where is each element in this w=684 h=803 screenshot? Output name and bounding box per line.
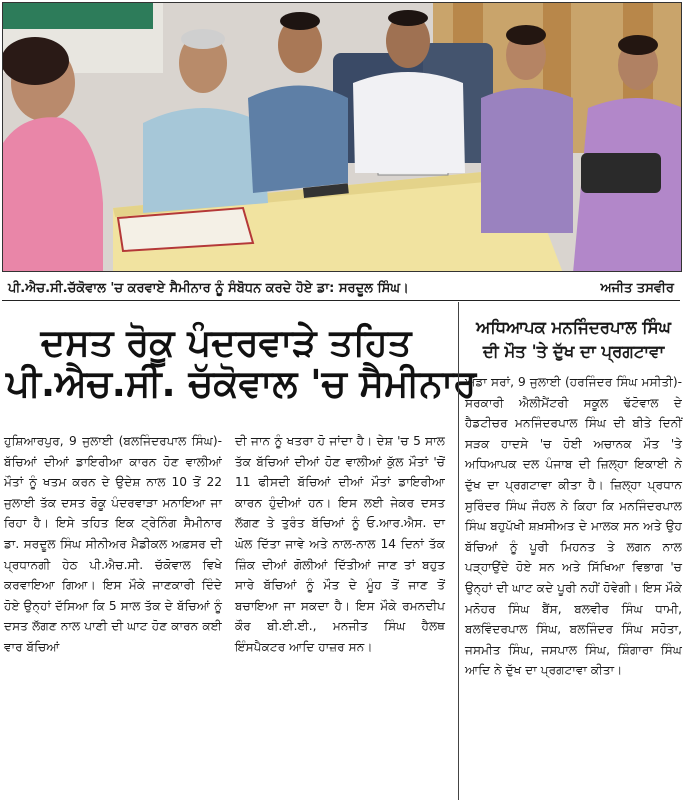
side-article-text: ਅੱਡਾ ਸਰਾਂ, 9 ਜੁਲਾਈ (ਹਰਜਿੰਦਰ ਸਿੰਘ ਮਸੀਤੀ)-ਸਰਕਾਰੀ ਐਲੀਮੈਂਟਰੀ ਸਕੂਲ ਢੱਟੋਵਾਲ ਦੇ ਹੈਡਟੀਚਰ ਮਨਜਿੰਦਰਪਾਲ ਸਿੰਘ ਦੀ ਬੀਤੇ ਦਿਨੀਂ ਸੜਕ ਹਾਦਸੇ 'ਚ ਹੋਈ ਅਚਾਨਕ ਮੌਤ 'ਤੇ ਅਧਿਆਪਕ ਦਲ ਪੰਜਾਬ ਦੀ ਜ਼ਿਲ੍ਹਾ ਇਕਾਈ ਨੇ ਦੁੱਖ ਦਾ ਪ੍ਰਗਟਾਵਾ ਕੀਤਾ ਹੈ। ਜ਼ਿਲ੍ਹਾ ਪ੍ਰਧਾਨ ਸੁਰਿੰਦਰ ਸਿੰਘ ਜੌਹਲ ਨੇ ਕਿਹਾ ਕਿ ਮਨਜਿੰਦਰਪਾਲ ਸਿੰਘ ਬਹੁਪੱਖੀ ਸ਼ਖ਼ਸੀਅਤ ਦੇ ਮਾਲਕ ਸਨ ਅਤੇ ਉਹ ਬੱਚਿਆਂ ਨੂੰ ਪੂਰੀ ਮਿਹਨਤ ਤੇ ਲਗਨ ਨਾਲ ਪੜ੍ਹਾਉਂਦੇ ਹੋਏ ਸਨ ਅਤੇ ਸਿੱਖਿਆ ਵਿਭਾਗ 'ਚ ਉਨ੍ਹਾਂ ਦੀ ਘਾਟ ਕਦੇ ਪੂਰੀ ਨਹੀਂ ਹੋਵੇਗੀ। ਇਸ ਮੌਕੇ ਮਨੋਹਰ ਸਿੰਘ ਬੈਂਸ, ਬਲਵੀਰ ਸਿੰਘ ਧਾਮੀ, ਬਲਵਿੰਦਰਪਾਲ ਸਿੰਘ, ਬਲਜਿੰਦਰ ਸਿੰਘ ਸਹੋਤਾ, ਜਸਮੀਤ ਸਿੰਘ, ਜਸਪਾਲ ਸਿੰਘ, ਸ਼ਿੰਗਾਰਾ ਸਿੰਘ ਆਦਿ ਨੇ ਦੁੱਖ ਦਾ ਪ੍ਰਗਟਾਵਾ ਕੀਤਾ। <box>465 375 682 678</box>
main-article-column-2 <box>235 431 445 658</box>
main-headline-line2: ਪੀ.ਐਚ.ਸੀ. ਚੱਕੋਵਾਲ 'ਚ ਸੈਮੀਨਾਰ <box>6 362 477 406</box>
news-photo <box>2 2 682 272</box>
main-headline-line1: ਦਸਤ ਰੋਕੂ ਪੰਦਰਵਾੜੇ ਤਹਿਤ <box>40 321 412 364</box>
main-article-column-1 <box>4 431 222 658</box>
seminar-photo-illustration <box>3 3 682 272</box>
photo-caption <box>2 278 680 301</box>
side-headline-line2: ਦੀ ਮੌਤ 'ਤੇ ਦੁੱਖ ਦਾ ਪ੍ਰਗਟਾਵਾ <box>482 342 665 361</box>
caption-text: ਪੀ.ਐਚ.ਸੀ.ਚੱਕੋਵਾਲ 'ਚ ਕਰਵਾਏ ਸੈਮੀਨਾਰ ਨੂੰ ਸੰਬੋਧਨ ਕਰਦੇ ਹੋਏ ਡਾ: ਸਰਦੂਲ ਸਿੰਘ। <box>8 281 409 296</box>
side-article <box>458 302 682 800</box>
main-article-text-2: ਦੀ ਜਾਨ ਨੂੰ ਖਤਰਾ ਹੋ ਜਾਂਦਾ ਹੈ। ਦੇਸ਼ 'ਚ 5 ਸਾਲ ਤੱਕ ਬੱਚਿਆਂ ਦੀਆਂ ਹੋਣ ਵਾਲੀਆਂ ਕੁੱਲ ਮੌਤਾਂ 'ਚੋਂ 11 ਫੀਸਦੀ ਬੱਚਿਆਂ ਦੀਆਂ ਮੌਤਾਂ ਡਾਇਰੀਆ ਕਾਰਨ ਹੁੰਦੀਆਂ ਹਨ। ਇਸ ਲਈ ਜੇਕਰ ਦਸਤ ਲੱਗਣ ਤੇ ਤੁਰੰਤ ਬੱਚਿਆਂ ਨੂੰ ਓ.ਆਰ.ਐਸ. ਦਾ ਘੋਲ ਦਿੱਤਾ ਜਾਵੇ ਅਤੇ ਨਾਲ-ਨਾਲ 14 ਦਿਨਾਂ ਤੱਕ ਜ਼ਿੰਕ ਦੀਆਂ ਗੋਲੀਆਂ ਦਿੱਤੀਆਂ ਜਾਣ ਤਾਂ ਬਹੁਤ ਸਾਰੇ ਬੱਚਿਆਂ ਨੂੰ ਮੌਤ ਦੇ ਮੂੰਹ ਤੋਂ ਜਾਣ ਤੋਂ ਬਚਾਇਆ ਜਾ ਸਕਦਾ ਹੈ। ਇਸ ਮੌਕੇ ਰਮਨਦੀਪ ਕੌਰ ਬੀ.ਈ.ਈ., ਮਨਜੀਤ ਸਿੰਘ ਹੈਲਥ ਇੰਸਪੈਕਟਰ ਆਦਿ ਹਾਜ਼ਰ ਸਨ। <box>235 434 445 654</box>
side-headline-line1: ਅਧਿਆਪਕ ਮਨਜਿੰਦਰਪਾਲ ਸਿੰਘ <box>476 318 671 337</box>
photo-credit: ਅਜੀਤ ਤਸਵੀਰ <box>600 281 674 296</box>
main-article-text-1: ਹੁਸ਼ਿਆਰਪੁਰ, 9 ਜੁਲਾਈ (ਬਲਜਿੰਦਰਪਾਲ ਸਿੰਘ)-ਬੱਚਿਆਂ ਦੀਆਂ ਡਾਇਰੀਆ ਕਾਰਨ ਹੋਣ ਵਾਲੀਆਂ ਮੌਤਾਂ ਨੂੰ ਖਤਮ ਕਰਨ ਦੇ ਉਦੇਸ਼ ਨਾਲ 10 ਤੋਂ 22 ਜੁਲਾਈ ਤੱਕ ਦਸਤ ਰੋਕੂ ਪੰਦਰਵਾੜਾ ਮਨਾਇਆ ਜਾ ਰਿਹਾ ਹੈ। ਇਸੇ ਤਹਿਤ ਇਕ ਟ੍ਰੇਨਿੰਗ ਸੈਮੀਨਾਰ ਡਾ. ਸਰਦੂਲ ਸਿੰਘ ਸੀਨੀਅਰ ਮੈਡੀਕਲ ਅਫ਼ਸਰ ਦੀ ਪ੍ਰਧਾਨਗੀ ਹੇਠ ਪੀ.ਐਚ.ਸੀ. ਚੱਕੋਵਾਲ ਵਿਖੇ ਕਰਵਾਇਆ ਗਿਆ। ਇਸ ਮੌਕੇ ਜਾਣਕਾਰੀ ਦਿੰਦੇ ਹੋਏ ਉਨ੍ਹਾਂ ਦੱਸਿਆ ਕਿ 5 ਸਾਲ ਤੱਕ ਦੇ ਬੱਚਿਆਂ ਨੂੰ ਦਸਤ ਲੱਗਣ ਨਾਲ ਪਾਣੀ ਦੀ ਘਾਟ ਹੋਣ ਕਾਰਨ ਕਈ ਵਾਰ ਬੱਚਿਆਂ <box>4 434 222 654</box>
side-headline <box>465 316 682 364</box>
main-headline <box>6 321 477 406</box>
